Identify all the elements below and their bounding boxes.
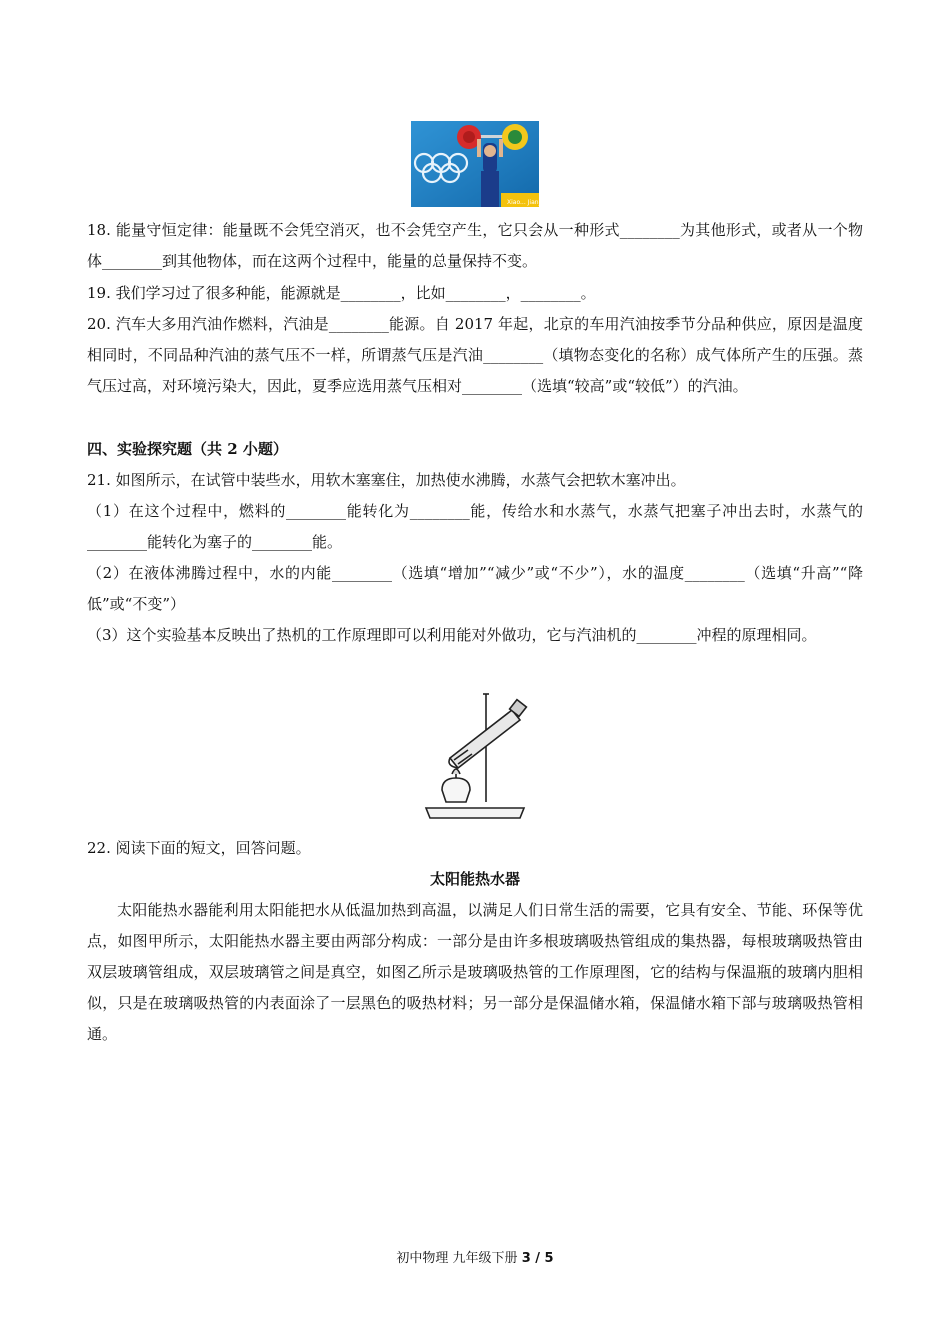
question-21-part2: （2）在液体沸腾过程中，水的内能________（选填“增加”“减少”或“不少”），水的温度________（选填“升高”“降低”或“不变”） [87, 564, 863, 613]
passage-title: 太阳能热水器 [429, 870, 520, 888]
footer-label: 初中物理 九年级下册 [396, 1251, 522, 1266]
question-21-part3: （3）这个实验基本反映出了热机的工作原理即可以利用能对外做功，它与汽油机的________冲程的原理相同。 [87, 626, 817, 644]
question-18: 18. 能量守恒定律：能量既不会凭空消灭，也不会凭空产生，它只会从一种形式________为其他形式，或者从一个物体________到其他物体，而在这两个过程中，能量的总量保持不变。 [87, 221, 863, 270]
question-22-stem: 22. 阅读下面的短文，回答问题。 [87, 839, 311, 857]
passage-body: 太阳能热水器能利用太阳能把水从低温加热到高温，以满足人们日常生活的需要，它具有安全、节能、环保等优点，如图甲所示，太阳能热水器主要由两部分构成：一部分是由许多根玻璃吸热管组成的集热器，每根玻璃吸热管由双层玻璃管组成，双层玻璃管之间是真空，如图乙所示是玻璃吸热管的工作原理图，它的结构与保温瓶的玻璃内胆相似，只是在玻璃吸热管的内表面涂了一层黑色的吸热材料；另一部分是保温储水箱，保温储水箱下部与玻璃吸热管相通。 [87, 901, 863, 1043]
page-number: 3 / 5 [521, 1251, 554, 1266]
question-19: 19. 我们学习过了很多种能，能源就是________，比如________，________。 [87, 284, 596, 302]
section-heading: 四、实验探究题（共 2 小题） [87, 440, 288, 458]
test-tube-apparatus-diagram [420, 690, 530, 820]
weightlifter-photo [411, 121, 546, 207]
page-footer [0, 1247, 950, 1266]
question-20: 20. 汽车大多用汽油作燃料，汽油是________能源。自 2017 年起，北京的车用汽油按季节分品种供应，原因是温度相同时，不同品种汽油的蒸气压不一样，所谓蒸气压是汽油________（填物态变化的名称）成气体所产生的压强。蒸气压过高，对环境污染大，因此，夏季应选用蒸气压相对________（选填“较高”或“较低”）的汽油。 [87, 315, 863, 395]
question-21-part1: （1）在这个过程中，燃料的________能转化为________能，传给水和水蒸气，水蒸气把塞子冲出去时，水蒸气的________能转化为塞子的________能。 [87, 502, 863, 551]
photo-caption: Xiao... Jianj... [507, 199, 546, 206]
question-21-stem: 21. 如图所示，在试管中装些水，用软木塞塞住，加热使水沸腾，水蒸气会把软木塞冲出。 [87, 471, 686, 489]
